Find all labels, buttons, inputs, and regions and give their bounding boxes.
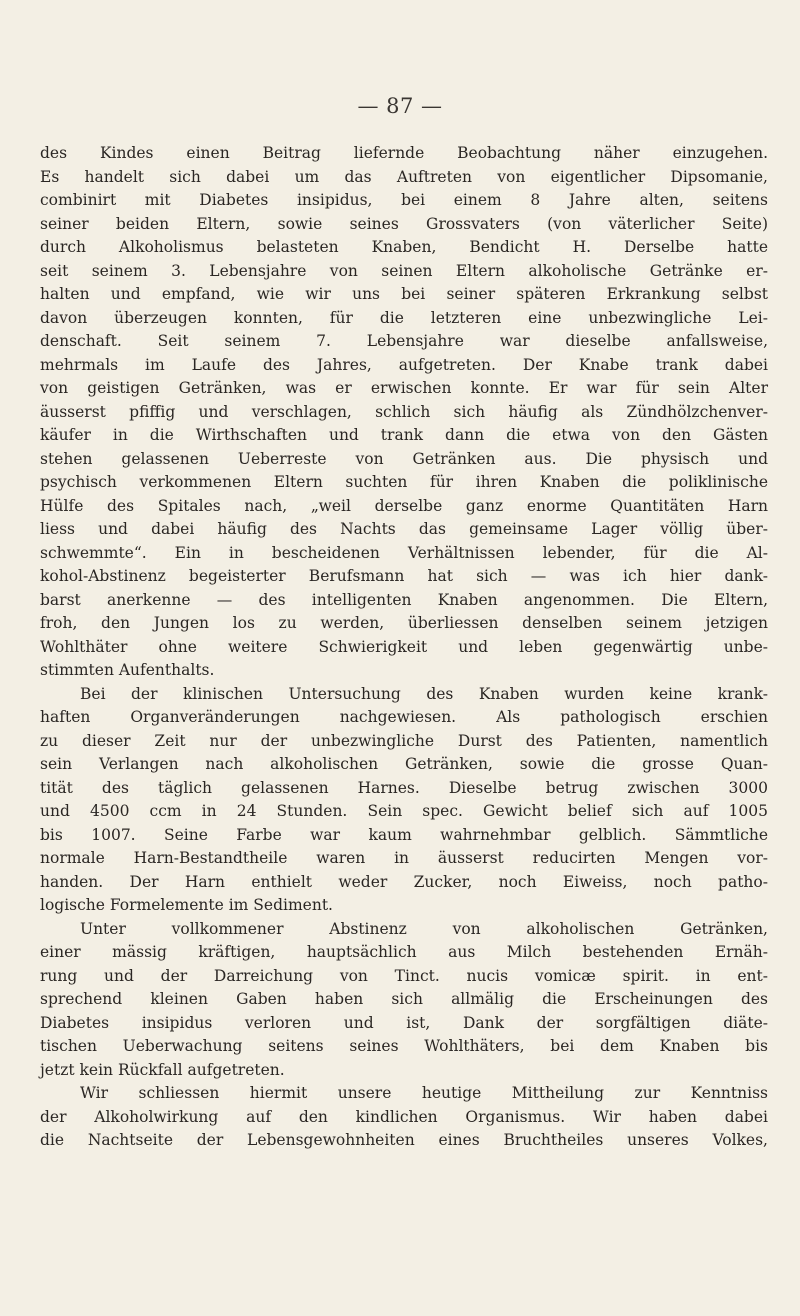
text-line: des Kindes einen Beitrag liefernde Beobachtung näher einzugehen. (40, 144, 768, 162)
text-line: davon überzeugen konnten, für die letzteren eine unbezwingliche Lei- (40, 308, 768, 327)
text-line: stimmten Aufenthalts. (40, 661, 215, 679)
text-line: normale Harn-Bestandtheile waren in äusserst reducirten Mengen vor- (40, 849, 768, 867)
text-line: liess und dabei häufig des Nachts das gemeinsame Lager völlig über- (40, 520, 768, 538)
text-line: stehen gelassenen Ueberreste von Getränken aus. Die physisch und (40, 449, 768, 468)
text-line: die Nachtseite der Lebensgewohnheiten eines Bruchtheiles unseres Volkes, (40, 1131, 768, 1149)
text-line: Wir schliessen hiermit unsere heutige Mittheilung zur Kenntniss (80, 1084, 768, 1102)
text-line: mehrmals im Laufe des Jahres, aufgetreten. Der Knabe trank dabei (40, 355, 768, 374)
paragraph-2 (40, 683, 768, 918)
text-line: haften Organveränderungen nachgewiesen. Als pathologisch erschien (40, 708, 768, 726)
text-line: froh, den Jungen los zu werden, überliessen denselben seinem jetzigen (40, 614, 768, 632)
text-line: logische Formelemente im Sediment. (40, 896, 333, 914)
paragraph-1 (40, 142, 768, 683)
text-line: zu dieser Zeit nur der unbezwingliche Durst des Patienten, namentlich (40, 731, 768, 750)
text-line: handen. Der Harn enthielt weder Zucker, noch Eiweiss, noch patho- (40, 872, 768, 891)
text-line: schwemmte“. Ein in bescheidenen Verhältnissen lebender, für die Al- (40, 543, 768, 562)
text-line: Wohlthäter ohne weitere Schwierigkeit und leben gegenwärtig unbe- (40, 637, 768, 656)
text-line: bis 1007. Seine Farbe war kaum wahrnehmbar gelblich. Sämmtliche (40, 825, 768, 844)
text-line: Bei der klinischen Untersuchung des Knaben wurden keine krank- (80, 684, 768, 703)
text-line: sprechend kleinen Gaben haben sich allmälig die Erscheinungen des (40, 990, 768, 1008)
paragraph-3 (40, 918, 768, 1083)
text-line: Unter vollkommener Abstinenz von alkoholischen Getränken, (80, 919, 768, 938)
text-line: seiner beiden Eltern, sowie seines Grossvaters (von väterlicher Seite) (40, 214, 768, 233)
page-number: — 87 — (357, 94, 443, 118)
text-line: sein Verlangen nach alkoholischen Getränken, sowie die grosse Quan- (40, 755, 768, 773)
text-line: und 4500 ccm in 24 Stunden. Sein spec. Gewicht belief sich auf 1005 (40, 802, 768, 820)
text-line: barst anerkenne — des intelligenten Knaben angenommen. Die Eltern, (40, 590, 768, 609)
text-line: seit seinem 3. Lebensjahre von seinen Eltern alkoholische Getränke er- (40, 261, 768, 280)
text-line: Diabetes insipidus verloren und ist, Dank der sorgfältigen diäte- (40, 1013, 768, 1032)
text-line: Hülfe des Spitales nach, „weil derselbe ganz enorme Quantitäten Harn (40, 496, 768, 515)
text-line: äusserst pfiffig und verschlagen, schlich sich häufig als Zündhölzchenver- (40, 402, 768, 421)
text-line: durch Alkoholismus belasteten Knaben, Bendicht H. Derselbe hatte (40, 238, 768, 256)
text-line: tität des täglich gelassenen Harnes. Dieselbe betrug zwischen 3000 (40, 778, 768, 797)
text-line: denschaft. Seit seinem 7. Lebensjahre war dieselbe anfallsweise, (40, 332, 768, 350)
text-line: psychisch verkommenen Eltern suchten für ihren Knaben die poliklinische (40, 473, 768, 491)
text-line: von geistigen Getränken, was er erwischen konnte. Er war für sein Alter (40, 379, 768, 397)
text-line: jetzt kein Rückfall aufgetreten. (40, 1060, 285, 1079)
text-line: rung und der Darreichung von Tinct. nucis vomicæ spirit. in ent- (40, 966, 768, 985)
text-line: tischen Ueberwachung seitens seines Wohlthäters, bei dem Knaben bis (40, 1037, 768, 1055)
text-line: der Alkoholwirkung auf den kindlichen Organismus. Wir haben dabei (40, 1107, 768, 1126)
text-line: halten und empfand, wie wir uns bei seiner späteren Erkrankung selbst (40, 285, 768, 303)
text-line: kohol-Abstinenz begeisterter Berufsmann hat sich — was ich hier dank- (40, 567, 768, 585)
text-line: käufer in die Wirthschaften und trank dann die etwa von den Gästen (40, 426, 768, 444)
text-line: einer mässig kräftigen, hauptsächlich aus Milch bestehenden Ernäh- (40, 943, 768, 961)
text-line: Es handelt sich dabei um das Auftreten von eigentlicher Dipsomanie, (40, 167, 768, 186)
body-text (40, 142, 768, 1153)
paragraph-4 (40, 1082, 768, 1153)
text-line: combinirt mit Diabetes insipidus, bei einem 8 Jahre alten, seitens (40, 191, 768, 209)
